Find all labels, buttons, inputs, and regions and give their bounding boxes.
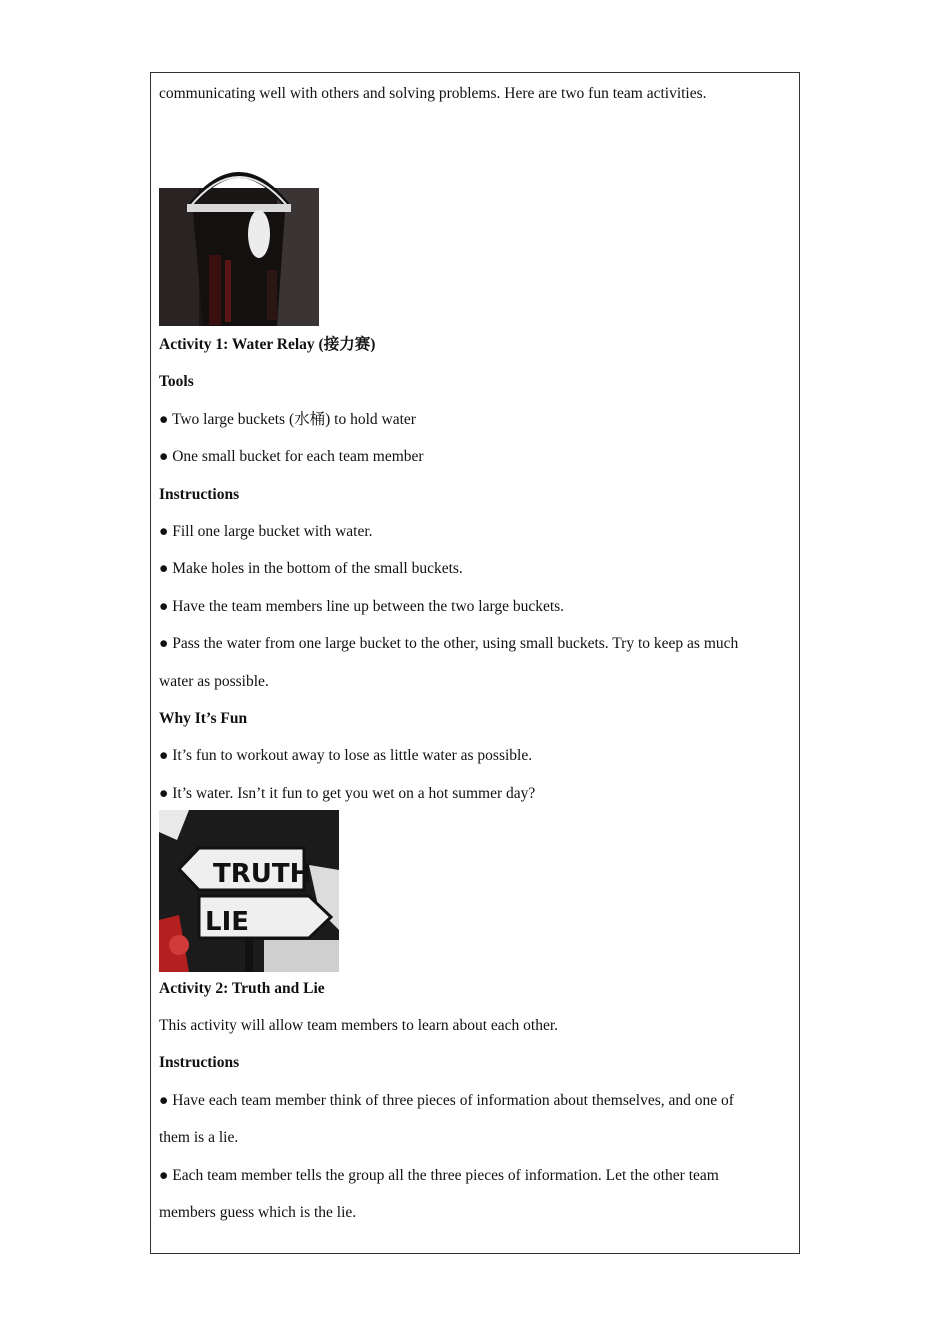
tool-item: ● One small bucket for each team member xyxy=(159,448,424,466)
bucket-photo-icon xyxy=(159,160,321,328)
instruction-item-continued: water as possible. xyxy=(159,672,269,690)
sign-lie-text: LIE xyxy=(205,906,250,937)
instructions-heading: Instructions xyxy=(159,485,240,503)
activity2-title: Activity 2: Truth and Lie xyxy=(159,979,325,997)
instruction-item: ● Make holes in the bottom of the small buckets. xyxy=(159,560,463,578)
instruction-item: ● Have the team members line up between the two large buckets. xyxy=(159,597,565,615)
instructions-heading: Instructions xyxy=(159,1054,240,1072)
tool-item: ● Two large buckets (水桶) to hold water xyxy=(159,410,416,428)
instruction-item: ● Have each team member think of three pieces of information about themselves, and one of xyxy=(159,1091,734,1109)
why-item: ● It’s water. Isn’t it fun to get you wet on a hot summer day? xyxy=(159,784,536,802)
document-body xyxy=(159,84,795,1223)
instruction-item-continued: members guess which is the lie. xyxy=(159,1204,357,1222)
instruction-item: ● Pass the water from one large bucket to the other, using small buckets. Try to keep as much xyxy=(159,635,739,653)
instruction-item: ● Each team member tells the group all the three pieces of information. Let the other team xyxy=(159,1166,719,1184)
sign-truth-text: TRUTH xyxy=(213,858,312,889)
instruction-item: ● Fill one large bucket with water. xyxy=(159,522,373,540)
why-item: ● It’s fun to workout away to lose as little water as possible. xyxy=(159,747,533,765)
instruction-item-continued: them is a lie. xyxy=(159,1129,239,1147)
intro-text: communicating well with others and solving problems. Here are two fun team activities. xyxy=(159,85,707,102)
activity2-description: This activity will allow team members to learn about each other. xyxy=(159,1017,559,1035)
activity1-title: Activity 1: Water Relay (接力赛) xyxy=(159,336,376,353)
why-heading: Why It’s Fun xyxy=(159,709,248,727)
truth-lie-sign-icon xyxy=(159,810,341,974)
tools-heading: Tools xyxy=(159,373,194,391)
